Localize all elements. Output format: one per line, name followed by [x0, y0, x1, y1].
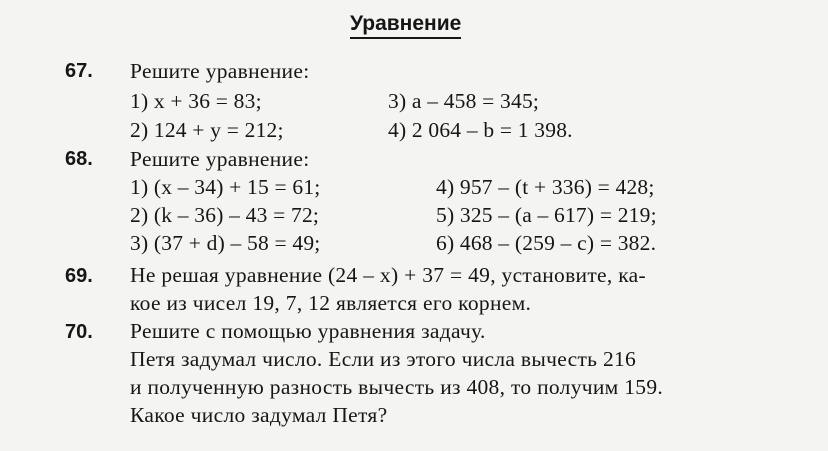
problem-68-instruction: Решите уравнение:	[130, 147, 310, 171]
problem-68-number: 68.	[65, 148, 93, 170]
problem-68-item-2: 2) (k – 36) – 43 = 72;	[130, 203, 320, 227]
problem-68-item-5: 5) 325 – (a – 617) = 219;	[436, 203, 657, 227]
problem-68-item-4: 4) 957 – (t + 336) = 428;	[436, 175, 655, 199]
problem-67-item-4: 4) 2 064 – b = 1 398.	[388, 118, 573, 142]
problem-68-item-3: 3) (37 + d) – 58 = 49;	[130, 231, 321, 255]
problem-69-number: 69.	[65, 265, 93, 287]
problem-70-line-2: Петя задумал число. Если из этого числа вычесть 216	[130, 347, 637, 371]
problem-70-line-4: Какое число задумал Петя?	[130, 403, 388, 427]
problem-68-item-6: 6) 468 – (259 – c) = 382.	[436, 231, 657, 255]
problem-67-item-2: 2) 124 + y = 212;	[130, 118, 284, 142]
page-title: Уравнение	[350, 12, 461, 39]
problem-67-instruction: Решите уравнение:	[130, 59, 310, 83]
problem-68-item-1: 1) (x – 34) + 15 = 61;	[130, 175, 321, 199]
problem-70-line-1: Решите с помощью уравнения задачу.	[130, 319, 486, 343]
problem-69-line-2: кое из чисел 19, 7, 12 является его корнем.	[130, 291, 532, 315]
problem-70-number: 70.	[65, 321, 93, 343]
problem-67-item-3: 3) a – 458 = 345;	[388, 89, 540, 113]
problem-67-number: 67.	[65, 60, 93, 82]
problem-67-item-1: 1) x + 36 = 83;	[130, 89, 262, 113]
problem-70-line-3: и полученную разность вычесть из 408, то получим 159.	[130, 375, 664, 399]
problem-69-line-1: Не решая уравнение (24 – x) + 37 = 49, установите, ка-	[130, 263, 646, 287]
